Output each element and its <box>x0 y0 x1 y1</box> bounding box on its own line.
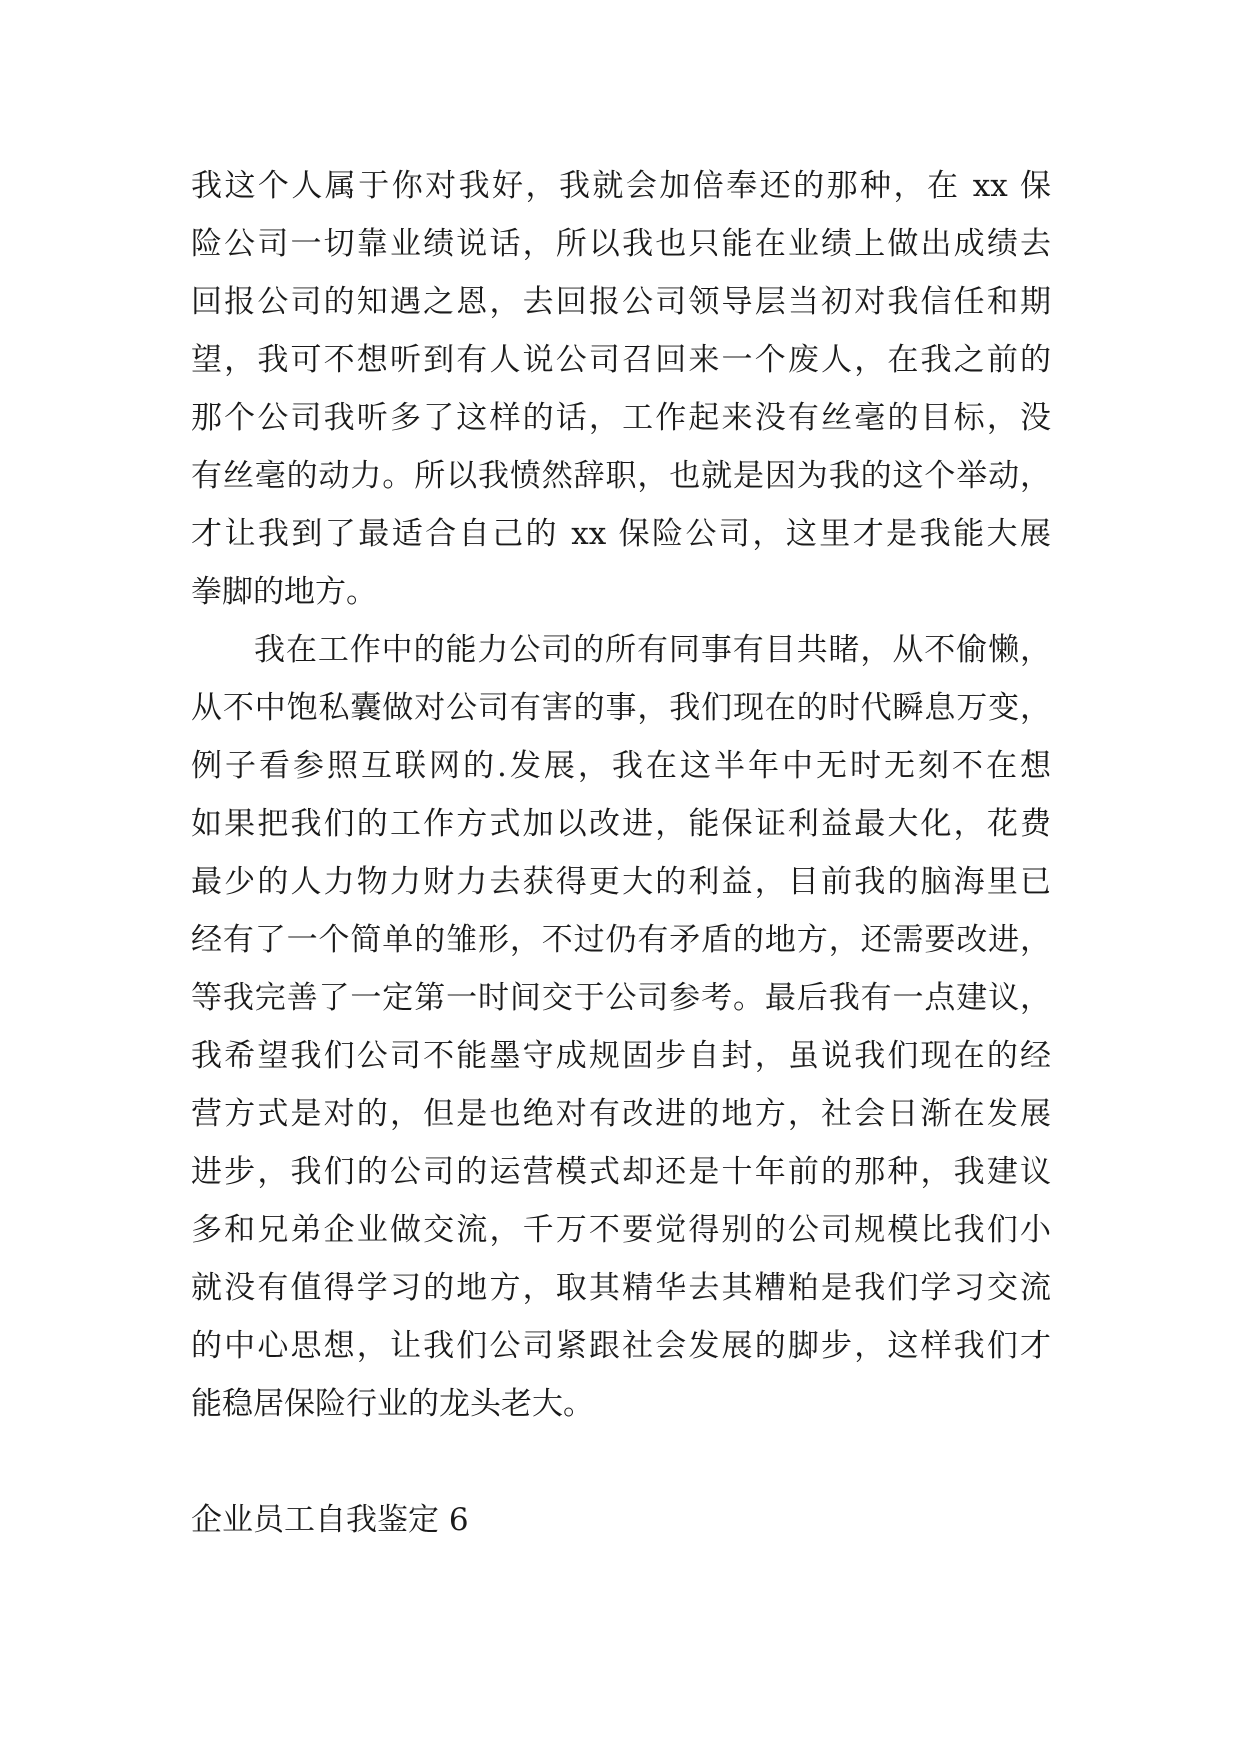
paragraph-2-line: 我希望我们公司不能墨守成规固步自封，虽说我们现在的经 <box>191 1038 1051 1074</box>
paragraph-2-line-last: 能稳居保险行业的龙头老大。 <box>191 1386 594 1422</box>
paragraph-1-line-last: 拳脚的地方。 <box>191 574 377 610</box>
paragraph-2-line: 就没有值得学习的地方，取其精华去其糟粕是我们学习交流 <box>191 1270 1051 1306</box>
paragraph-2-line-first: 我在工作中的能力公司的所有同事有目共睹，从不偷懒， <box>254 632 1051 668</box>
section-heading: 企业员工自我鉴定 6 <box>191 1502 469 1538</box>
paragraph-1-line: 那个公司我听多了这样的话，工作起来没有丝毫的目标，没 <box>191 400 1051 436</box>
paragraph-1-line: 才让我到了最适合自己的 xx 保险公司，这里才是我能大展 <box>191 516 1051 552</box>
paragraph-2-line: 等我完善了一定第一时间交于公司参考。最后我有一点建议， <box>191 980 1051 1016</box>
paragraph-1-line: 望，我可不想听到有人说公司召回来一个废人，在我之前的 <box>191 342 1051 378</box>
paragraph-2-line: 多和兄弟企业做交流，千万不要觉得别的公司规模比我们小 <box>191 1212 1051 1248</box>
paragraph-1-line: 有丝毫的动力。所以我愤然辞职，也就是因为我的这个举动， <box>191 458 1051 494</box>
paragraph-1-line: 回报公司的知遇之恩，去回报公司领导层当初对我信任和期 <box>191 284 1051 320</box>
paragraph-2-line: 从不中饱私囊做对公司有害的事，我们现在的时代瞬息万变， <box>191 690 1051 726</box>
paragraph-2-line: 如果把我们的工作方式加以改进，能保证利益最大化，花费 <box>191 806 1051 842</box>
paragraph-2-line: 例子看参照互联网的.发展，我在这半年中无时无刻不在想 <box>191 748 1051 784</box>
paragraph-1-line: 我这个人属于你对我好，我就会加倍奉还的那种，在 xx 保 <box>191 168 1051 204</box>
paragraph-2-line: 营方式是对的，但是也绝对有改进的地方，社会日渐在发展 <box>191 1096 1051 1132</box>
paragraph-2-line: 的中心思想，让我们公司紧跟社会发展的脚步，这样我们才 <box>191 1328 1051 1364</box>
paragraph-2-line: 最少的人力物力财力去获得更大的利益，目前我的脑海里已 <box>191 864 1051 900</box>
paragraph-1-line: 险公司一切靠业绩说话，所以我也只能在业绩上做出成绩去 <box>191 226 1051 262</box>
paragraph-2-line: 进步，我们的公司的运营模式却还是十年前的那种，我建议 <box>191 1154 1051 1190</box>
paragraph-2-line: 经有了一个简单的雏形，不过仍有矛盾的地方，还需要改进， <box>191 922 1051 958</box>
